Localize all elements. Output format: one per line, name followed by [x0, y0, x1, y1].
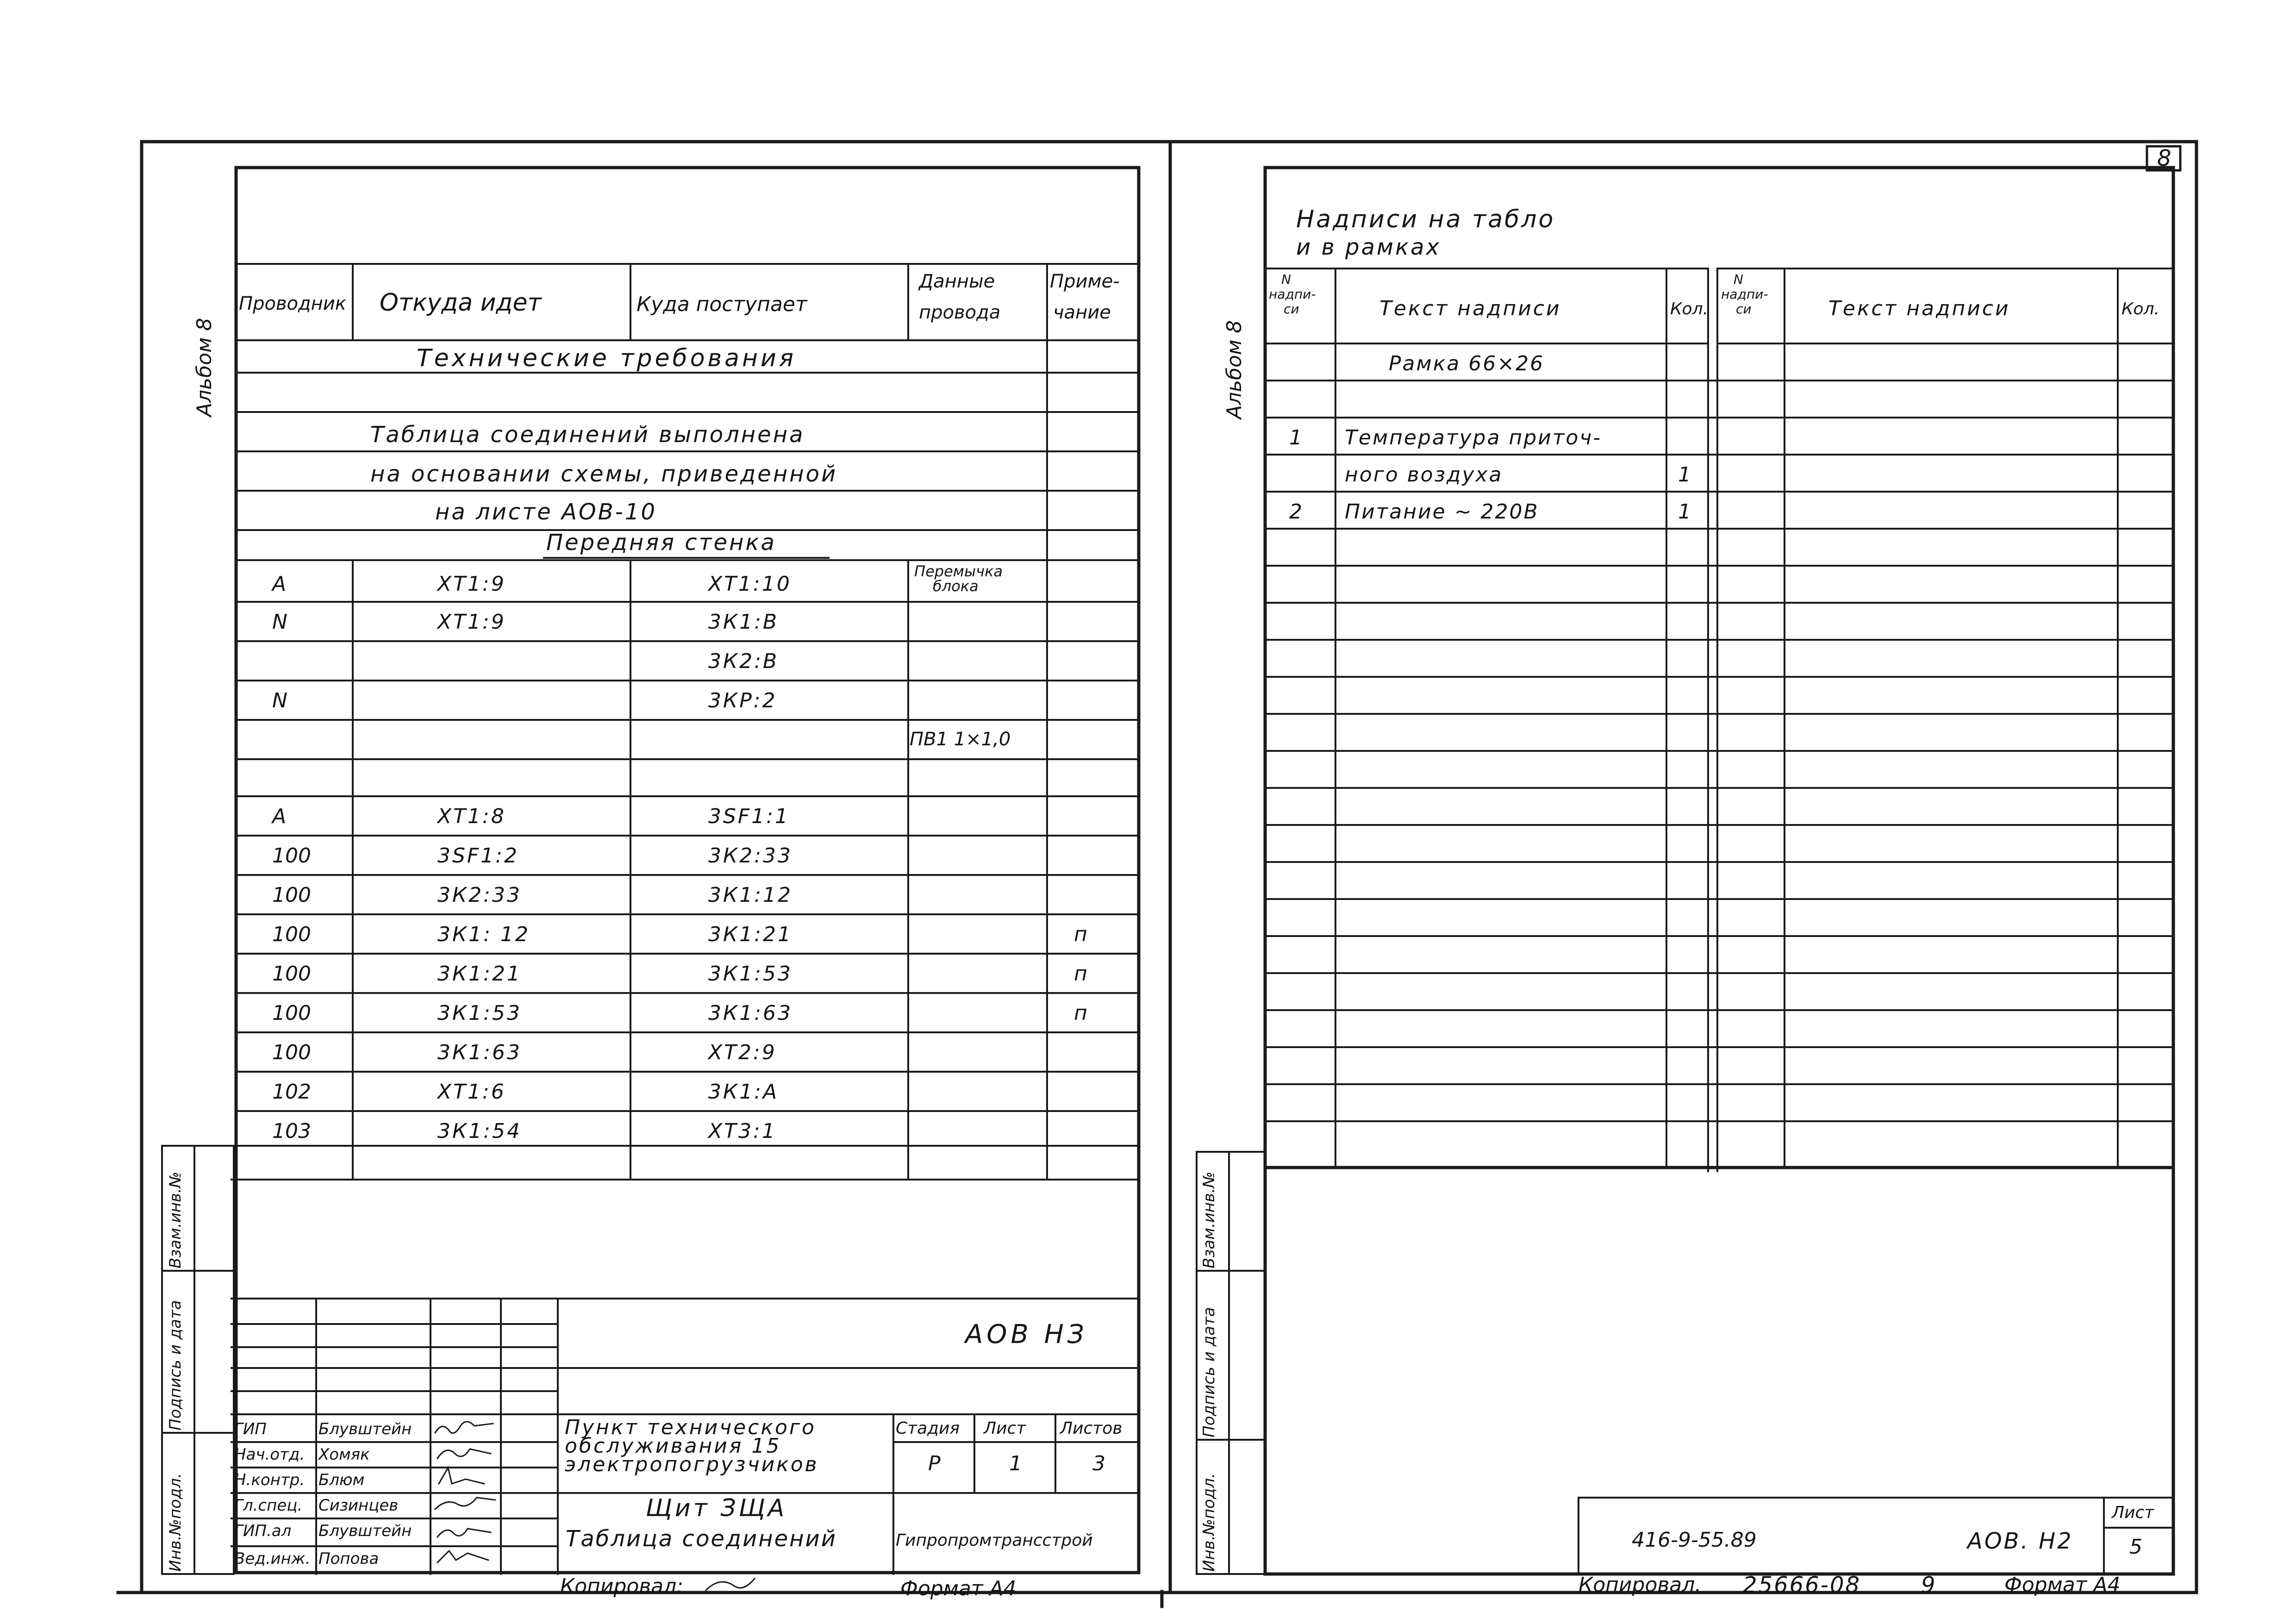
- right-footer-copy-num: 25666-08: [1743, 1572, 1861, 1598]
- right-row-qty: 1: [1678, 463, 1691, 487]
- row-conductor: N: [272, 610, 287, 634]
- right-footer-sheet-label: Лист: [2112, 1503, 2154, 1522]
- header-to: Куда поступает: [636, 293, 807, 316]
- tech-req-line-1: Таблица соединений выполнена: [370, 422, 805, 448]
- right-header-num: N: [1281, 272, 1291, 287]
- right-footer-format: Формат А4: [2004, 1573, 2121, 1597]
- row-from: 3К1:53: [437, 1001, 522, 1025]
- doc-code: АОВ НЗ: [965, 1319, 1088, 1349]
- row-note: п: [1074, 923, 1087, 946]
- row-conductor: 100: [272, 962, 311, 986]
- row-to: 3КР:2: [708, 689, 777, 712]
- row-to: 3К1:А: [708, 1080, 779, 1104]
- row-to: 3К1:12: [708, 883, 793, 907]
- jumper-label-1: Перемычка: [914, 562, 1003, 580]
- row-from: ХТ1:9: [437, 610, 506, 634]
- right-row-text: Температура приточ-: [1345, 426, 1602, 450]
- project-title-3: электропогрузчиков: [565, 1453, 819, 1476]
- row-note: п: [1074, 962, 1087, 986]
- row-from: ХТ1:6: [437, 1080, 506, 1104]
- sheet-header: Лист: [984, 1419, 1026, 1438]
- row-conductor: 100: [272, 1001, 311, 1025]
- role-name: Блюм: [318, 1471, 365, 1489]
- header-note-2: чание: [1053, 302, 1111, 323]
- row-conductor: А: [272, 572, 287, 596]
- row-to: ХТ3:1: [708, 1119, 777, 1143]
- row-conductor: 100: [272, 883, 311, 907]
- tech-req-line-3: на листе АОВ-10: [435, 499, 657, 525]
- row-to: 3К1:21: [708, 923, 793, 946]
- row-from: 3К1: 12: [437, 923, 530, 946]
- role-label: Вед.инж.: [234, 1549, 311, 1568]
- role-name: Хомяк: [318, 1445, 370, 1464]
- header-conductor: Проводник: [239, 293, 346, 314]
- row-to: ХТ1:10: [708, 572, 792, 596]
- right-header-num: надпи-: [1721, 287, 1768, 302]
- organization: Гипропромтрансстрой: [896, 1531, 1093, 1550]
- row-to: ХТ2:9: [708, 1041, 777, 1064]
- sheet-value: 1: [1009, 1452, 1022, 1475]
- header-from: Откуда идет: [380, 289, 542, 317]
- right-stamp-inv-label: Инв.№подл.: [1200, 1473, 1218, 1572]
- row-conductor: А: [272, 805, 287, 828]
- row-from: 3К1:21: [437, 962, 522, 986]
- role-name: Блувштейн: [318, 1420, 412, 1438]
- right-header-num: си: [1284, 301, 1299, 317]
- sheets-header: Листов: [1060, 1419, 1123, 1438]
- row-from: 3К2:33: [437, 883, 522, 907]
- left-footer-format: Формат А4: [900, 1577, 1017, 1600]
- header-wire-data-2: провода: [919, 302, 1001, 323]
- row-from: ХТ1:8: [437, 805, 506, 828]
- right-row-num: 1: [1289, 426, 1302, 450]
- drawing-title-2: Таблица соединений: [566, 1526, 837, 1552]
- right-footer-copy-page: 9: [1921, 1572, 1935, 1598]
- row-from: 3SF1:2: [437, 844, 519, 868]
- right-row-text: Питание ~ 220В: [1345, 500, 1539, 524]
- right-footer-copied: Копировал.: [1578, 1573, 1702, 1597]
- section-title: Передняя стенка: [546, 530, 776, 556]
- stamp-inv-label: Инв.№подл.: [166, 1473, 185, 1572]
- role-label: Нач.отд.: [234, 1445, 305, 1464]
- project-title-2: обслуживания 15: [565, 1434, 781, 1458]
- right-footer-sheet: 5: [2129, 1535, 2142, 1559]
- row-to: 3К1:53: [708, 962, 793, 986]
- role-name: Сизинцев: [318, 1496, 399, 1515]
- right-header-qty: Кол.: [1670, 300, 1709, 319]
- stamp-sign-label: Подпись и дата: [166, 1300, 185, 1430]
- right-row-qty: 1: [1678, 500, 1691, 524]
- left-footer-copied: Копировал:: [560, 1574, 684, 1598]
- tech-req-line-2: на основании схемы, приведенной: [370, 461, 838, 487]
- right-row-text: ного воздуха: [1345, 463, 1503, 487]
- right-row-text: Рамка 66×26: [1389, 352, 1545, 375]
- row-to: 3К1:63: [708, 1001, 793, 1025]
- right-title-1: Надписи на табло: [1296, 206, 1555, 233]
- sheets-value: 3: [1092, 1452, 1105, 1475]
- row-from: 3К1:63: [437, 1041, 522, 1064]
- right-title-2: и в рамках: [1296, 234, 1441, 260]
- role-label: ГИП.ал: [234, 1522, 292, 1540]
- role-name: Блувштейн: [318, 1522, 412, 1540]
- right-footer-code: 416-9-55.89: [1632, 1528, 1757, 1552]
- role-label: Н.контр.: [234, 1471, 305, 1489]
- row-to: 3SF1:1: [708, 805, 790, 828]
- left-album-label: Альбом 8: [193, 318, 216, 417]
- drawing-title-1: Щит ЗЩА: [646, 1494, 787, 1522]
- row-conductor: 100: [272, 844, 311, 868]
- stage-header: Стадия: [896, 1419, 960, 1438]
- header-wire-data-1: Данные: [919, 271, 995, 292]
- right-header-text: Текст надписи: [1828, 297, 2010, 320]
- right-header-text: Текст надписи: [1379, 297, 1561, 320]
- header-note-1: Приме-: [1050, 271, 1120, 292]
- row-to: 3К2:33: [708, 844, 793, 868]
- right-corner-number: 8: [2157, 145, 2171, 171]
- row-conductor: 100: [272, 1041, 311, 1064]
- right-footer-doc: АОВ. Н2: [1967, 1528, 2073, 1554]
- row-wire: ПВ1 1×1,0: [910, 729, 1011, 750]
- project-title-1: Пункт технического: [565, 1416, 816, 1439]
- stage-value: Р: [928, 1452, 941, 1475]
- right-header-num: си: [1736, 301, 1752, 317]
- right-row-num: 2: [1289, 500, 1302, 524]
- row-note: п: [1074, 1001, 1087, 1025]
- row-to: 3К2:В: [708, 650, 779, 673]
- row-conductor: 100: [272, 923, 311, 946]
- right-header-num: N: [1734, 272, 1743, 287]
- role-label: ГИП: [234, 1420, 267, 1438]
- stamp-replace-label: Взам.инв.№: [166, 1171, 185, 1268]
- tech-req-title: Технические требования: [417, 344, 797, 372]
- jumper-label-2: блока: [933, 577, 979, 595]
- right-stamp-replace-label: Взам.инв.№: [1200, 1171, 1218, 1268]
- right-header-qty: Кол.: [2121, 300, 2160, 319]
- role-label: Гл.спец.: [234, 1496, 303, 1515]
- row-conductor: 103: [272, 1119, 311, 1143]
- right-stamp-sign-label: Подпись и дата: [1200, 1307, 1218, 1437]
- right-header-num: надпи-: [1269, 287, 1316, 302]
- right-album-label: Альбом 8: [1223, 320, 1246, 419]
- row-conductor: 102: [272, 1080, 311, 1104]
- row-conductor: N: [272, 689, 287, 712]
- row-from: 3К1:54: [437, 1119, 522, 1143]
- row-to: 3К1:В: [708, 610, 779, 634]
- role-name: Попова: [318, 1549, 379, 1568]
- row-from: ХТ1:9: [437, 572, 506, 596]
